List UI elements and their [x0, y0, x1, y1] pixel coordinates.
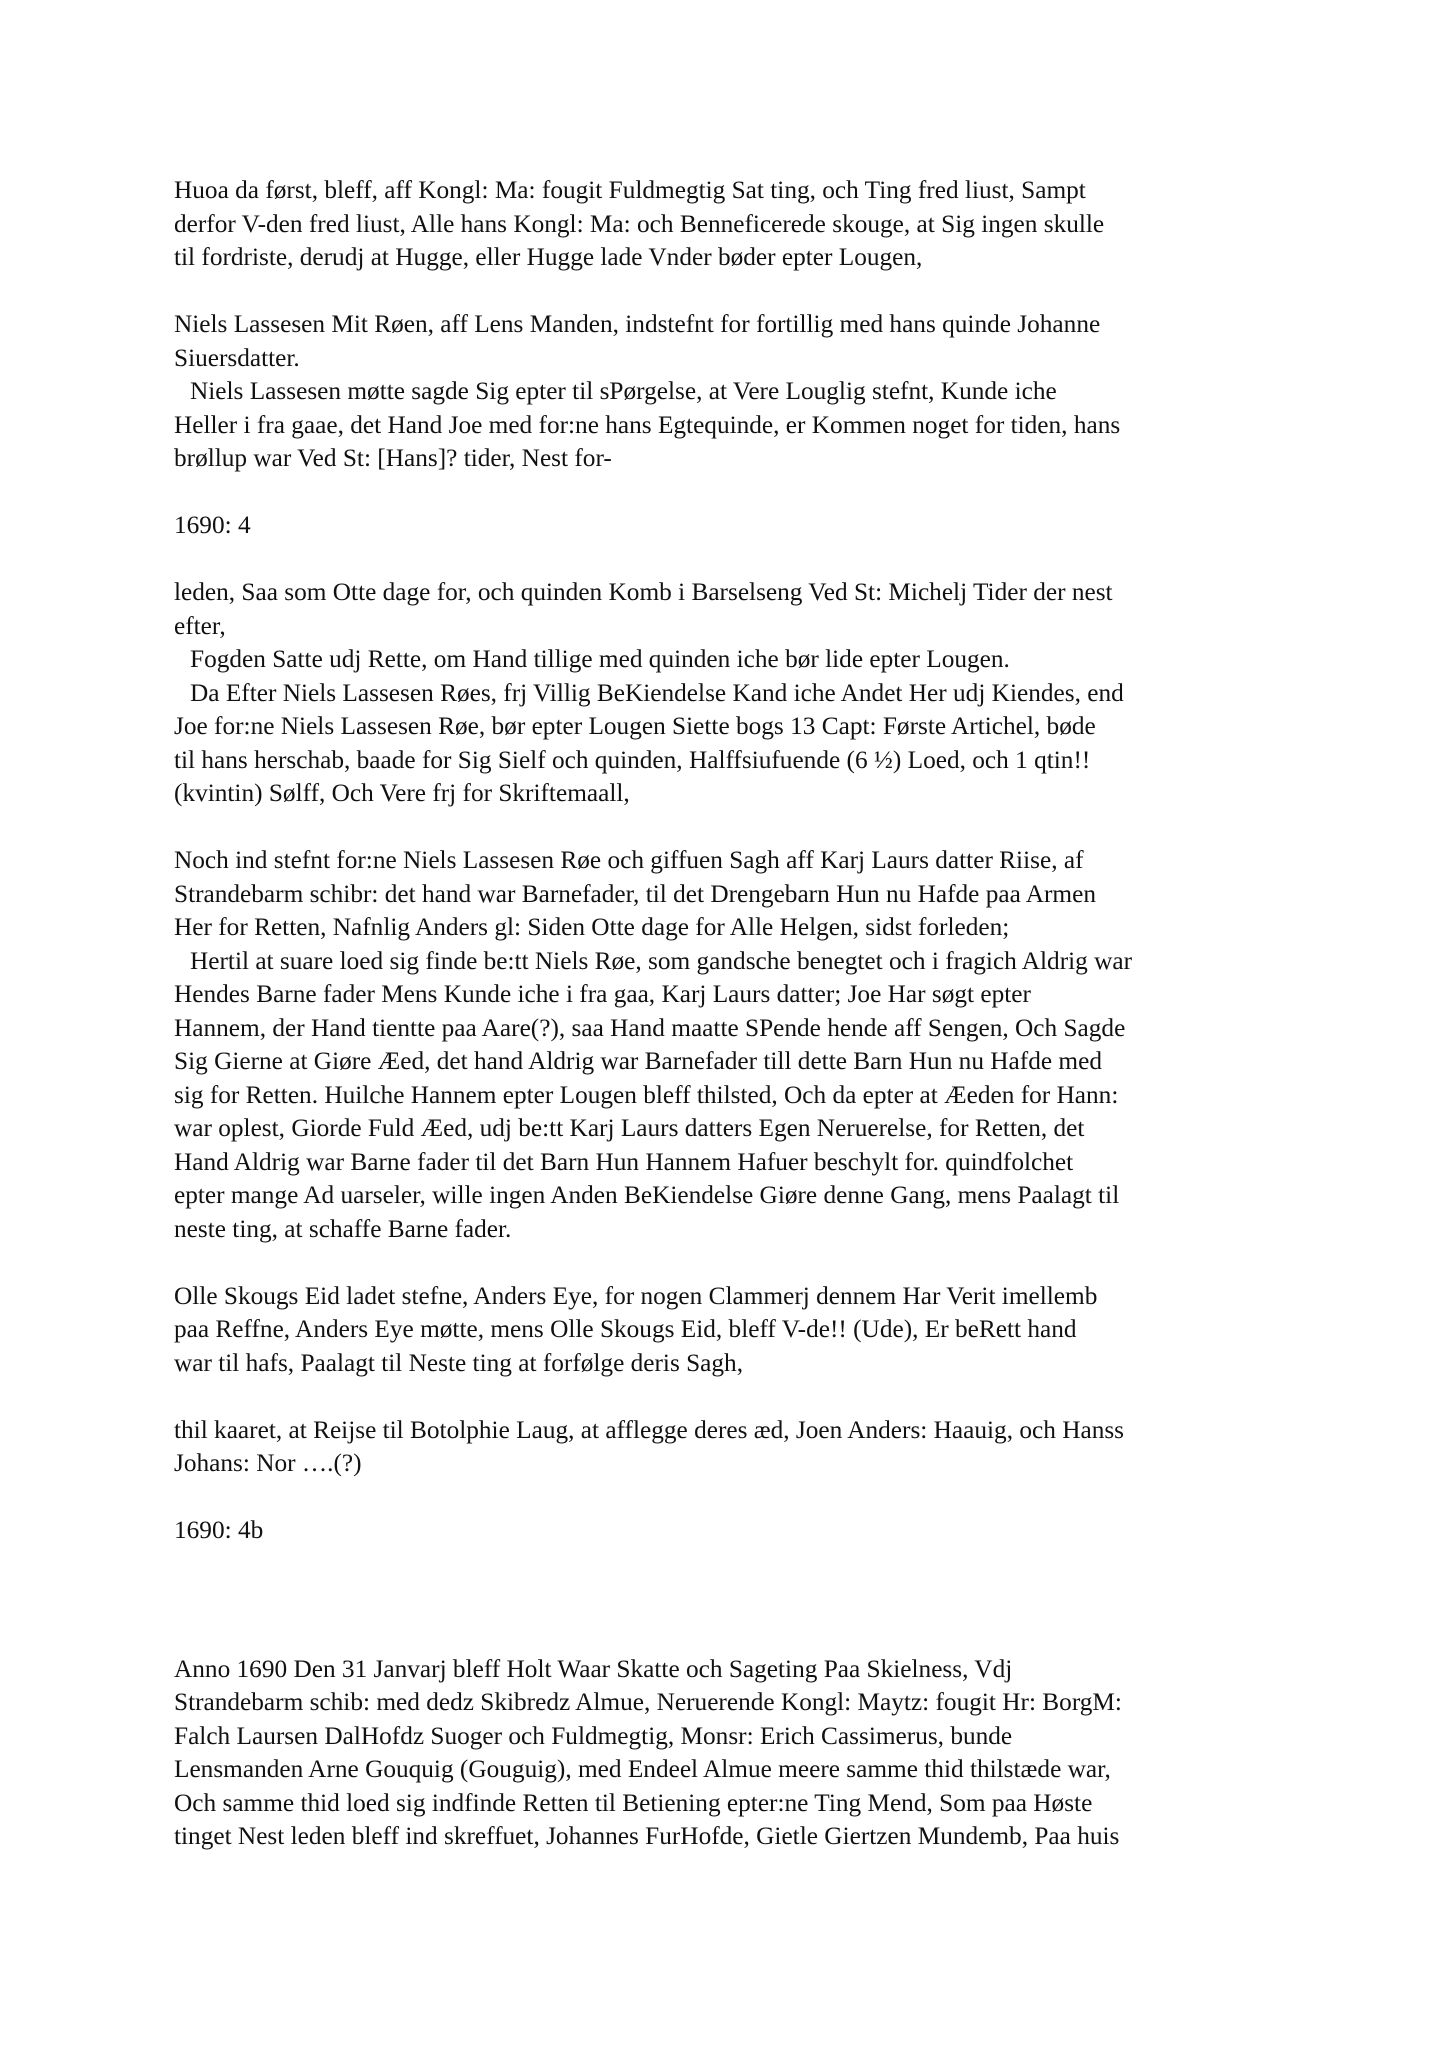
- paragraph-olle-skougs: [174, 1280, 1294, 1381]
- text-line: 1690: 4b: [174, 1516, 264, 1544]
- text-line: Hand Aldrig war Barne fader til det Barn Hun Hannem Hafuer beschylt for. quindfolchet: [174, 1147, 1074, 1176]
- text-line: Hertil at suare loed sig finde be:tt Niels Røe, som gandsche benegtet och i fragich Aldrig war: [190, 946, 1133, 975]
- text-line: Joe for:ne Niels Lassesen Røe, bør epter Lougen Siette bogs 13 Capt: Første Artichel, bøde: [174, 712, 1096, 740]
- text-line: Her for Retten, Nafnlig Anders gl: Siden Otte dage for Alle Helgen, sidst forleden;: [174, 913, 1010, 941]
- text-line: Siuersdatter.: [174, 343, 300, 372]
- text-line: Huoa da først, bleff, aff Kongl: Ma: fougit Fuldmegtig Sat ting, och Ting fred liust, Sampt: [174, 176, 1086, 204]
- paragraph-anno-1690: [174, 1653, 1294, 1854]
- text-line: leden, Saa som Otte dage for, och quinden Komb i Barselseng Ved St: Michelj Tider der nest: [174, 578, 1113, 606]
- text-line: derfor V-den fred liust, Alle hans Kongl: Ma: och Benneficerede skouge, at Sig ingen skulle: [174, 209, 1105, 238]
- text-line: tinget Nest leden bleff ind skreffuet, Johannes FurHofde, Gietle Giertzen Mundemb, Paa huis: [174, 1822, 1120, 1850]
- paragraph-karj-summons: [174, 844, 1294, 945]
- text-line: Lensmanden Arne Gouquig (Gouguig), med Endeel Almue meere samme thid thilstæde war,: [174, 1755, 1111, 1783]
- paragraph-fogden: [174, 643, 1294, 677]
- text-line: Olle Skougs Eid ladet stefne, Anders Eye, for nogen Clammerj dennem Har Verit imellemb: [174, 1281, 1098, 1310]
- text-line: sig for Retten. Huilche Hannem epter Lougen bleff thilsted, Och da epter at Æeden for Hann:: [174, 1080, 1119, 1109]
- text-line: Niels Lassesen Mit Røen, aff Lens Manden, indstefnt for fortillig med hans quinde Johanne: [174, 310, 1101, 338]
- text-line: Anno 1690 Den 31 Janvarj bleff Holt Waar Skatte och Sageting Paa Skielness, Vdj: [174, 1654, 1013, 1683]
- text-line: 1690: 4: [174, 511, 251, 539]
- text-line: war oplest, Giorde Fuld Æed, udj be:tt Karj Laurs datters Egen Neruerelse, for Retten, det: [174, 1114, 1085, 1142]
- paragraph-niels-summons: [174, 308, 1294, 375]
- paragraph-ting-opening: [174, 174, 1294, 275]
- text-line: Sig Gierne at Giøre Æed, det hand Aldrig war Barnefader till dette Barn Hun nu Hafde med: [174, 1047, 1102, 1075]
- text-line: paa Reffne, Anders Eye møtte, mens Olle Skougs Eid, bleff V-de!! (Ude), Er beRett hand: [174, 1315, 1077, 1343]
- paragraph-oath: [174, 945, 1294, 1247]
- paragraph-leden: [174, 576, 1294, 643]
- text-line: Falch Laursen DalHofdz Suoger och Fuldmegtig, Monsr: Erich Cassimerus, bunde: [174, 1721, 1013, 1750]
- text-line: brøllup war Ved St: [Hans]? tider, Nest for-: [174, 444, 612, 472]
- text-line: Da Efter Niels Lassesen Røes, frj Villig BeKiendelse Kand iche Andet Her udj Kiendes, end: [190, 678, 1124, 707]
- text-line: Johans: Nor ….(?): [174, 1449, 362, 1477]
- text-line: (kvintin) Sølff, Och Vere frj for Skriftemaall,: [174, 779, 630, 807]
- text-line: Hendes Barne fader Mens Kunde iche i fra gaa, Karj Laurs datter; Joe Har søgt epter: [174, 980, 1031, 1008]
- paragraph-verdict: [174, 677, 1294, 811]
- text-line: epter mange Ad uarseler, wille ingen Anden BeKiendelse Giøre denne Gang, mens Paalagt til: [174, 1181, 1120, 1209]
- text-line: til hans herschab, baade for Sig Sielf och quinden, Halffsiufuende (6 ½) Loed, och 1 qtin!!: [174, 745, 1091, 774]
- document-page: [174, 174, 1294, 1854]
- text-line: war til hafs, Paalagt til Neste ting at forfølge deris Sagh,: [174, 1348, 744, 1377]
- text-line: efter,: [174, 611, 226, 640]
- paragraph-niels-response: [174, 375, 1294, 476]
- text-line: neste ting, at schaffe Barne fader.: [174, 1214, 512, 1243]
- text-line: Hannem, der Hand tientte paa Aare(?), saa Hand maatte SPende hende aff Sengen, Och Sagde: [174, 1013, 1126, 1042]
- text-line: Niels Lassesen møtte sagde Sig epter til sPørgelse, at Vere Louglig stefnt, Kunde iche: [190, 377, 1057, 405]
- text-line: til fordriste, derudj at Hugge, eller Hugge lade Vnder bøder epter Lougen,: [174, 243, 923, 271]
- page-marker-1690-4: [174, 509, 1294, 543]
- paragraph-botolphie: [174, 1414, 1294, 1481]
- page-marker-1690-4b: [174, 1514, 1294, 1548]
- text-line: Strandebarm schibr: det hand war Barnefader, til det Drengebarn Hun nu Hafde paa Armen: [174, 879, 1096, 908]
- text-line: Och samme thid loed sig indfinde Retten til Betiening epter:ne Ting Mend, Som paa Høste: [174, 1788, 1093, 1817]
- text-line: thil kaaret, at Reijse til Botolphie Laug, at afflegge deres æd, Joen Anders: Haauig, och Hanss: [174, 1415, 1125, 1444]
- text-line: Noch ind stefnt for:ne Niels Lassesen Røe och giffuen Sagh aff Karj Laurs datter Riise, af: [174, 846, 1084, 874]
- text-line: Strandebarm schib: med dedz Skibredz Almue, Neruerende Kongl: Maytz: fougit Hr: BorgM:: [174, 1688, 1122, 1716]
- text-line: Fogden Satte udj Rette, om Hand tillige med quinden iche bør lide epter Lougen.: [190, 645, 1010, 673]
- text-line: Heller i fra gaae, det Hand Joe med for:ne hans Egtequinde, er Kommen noget for tiden, hans: [174, 410, 1121, 439]
